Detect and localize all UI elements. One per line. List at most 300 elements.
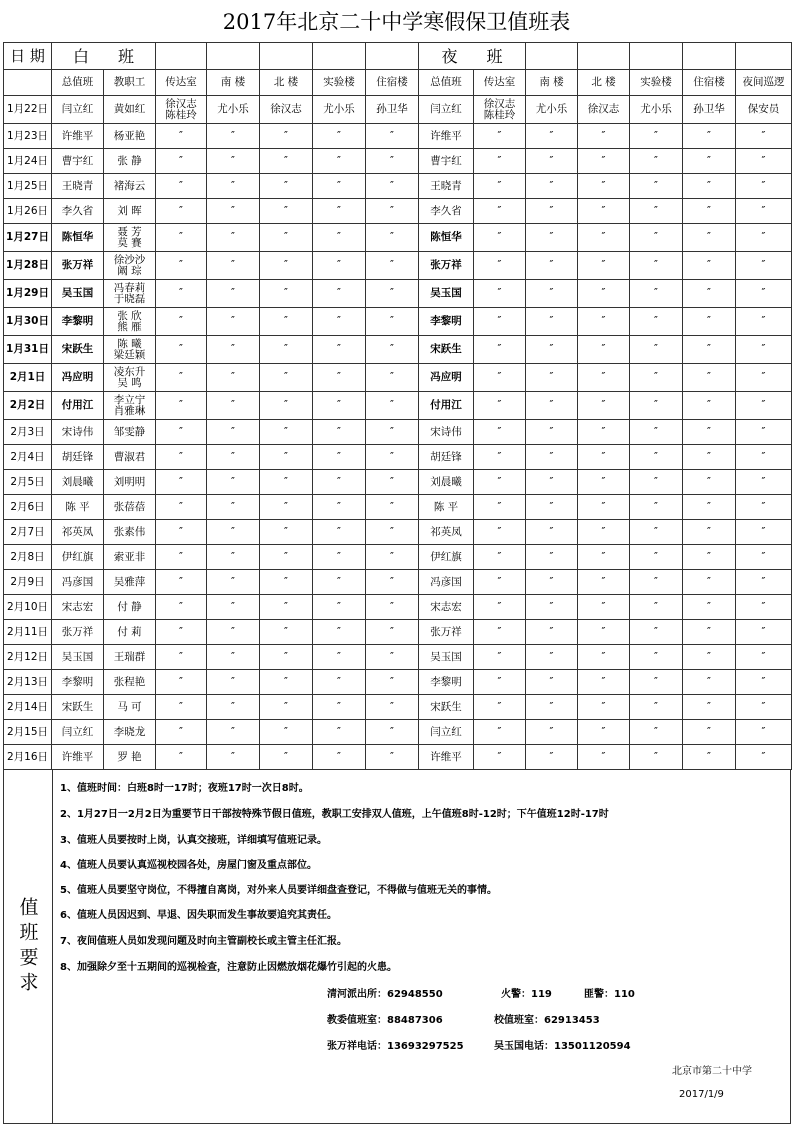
column-header: 南 楼 xyxy=(207,70,260,96)
table-row xyxy=(4,392,792,420)
table-row xyxy=(4,252,792,280)
staff-cell xyxy=(104,445,156,470)
north-cell: ″ xyxy=(578,252,630,280)
south-cell: ″ xyxy=(526,695,578,720)
night-chief-cell: 祁英凤 xyxy=(419,520,474,545)
lab-cell: ″ xyxy=(630,595,683,620)
south-cell: ″ xyxy=(526,670,578,695)
north-cell: ″ xyxy=(578,645,630,670)
gate-cell: ″ xyxy=(474,392,526,420)
column-header: 南 楼 xyxy=(526,70,578,96)
south-cell: 尤小乐 xyxy=(207,96,260,124)
rule-item: 2、1月27日一2月2日为重要节日干部按特殊节假日值班，教职工安排双人值班，上午值班8时-12时；下午值班12时-17时 xyxy=(60,809,609,820)
table-row xyxy=(4,124,792,149)
column-header: 北 楼 xyxy=(260,70,313,96)
lab-cell: ″ xyxy=(313,392,366,420)
gate-cell: ″ xyxy=(474,445,526,470)
staff-cell xyxy=(104,570,156,595)
gate-cell: ″ xyxy=(156,695,207,720)
rule-item: 4、值班人员要认真巡视校园各处，房屋门窗及重点部位。 xyxy=(60,860,317,871)
lab-cell: ″ xyxy=(630,124,683,149)
south-cell: ″ xyxy=(207,224,260,252)
fire-alarm-phone: 火警：119 xyxy=(501,989,552,1000)
staff-cell xyxy=(104,495,156,520)
north-cell: ″ xyxy=(578,570,630,595)
lab-cell: ″ xyxy=(630,224,683,252)
dorm-cell: ″ xyxy=(366,695,419,720)
dorm-cell: ″ xyxy=(683,745,736,770)
blank-header-cell xyxy=(4,70,52,96)
contact-phone: 张万祥电话：13693297525 xyxy=(327,1041,464,1052)
gate-cell: ″ xyxy=(474,670,526,695)
table-row xyxy=(4,336,792,364)
lab-cell: ″ xyxy=(313,252,366,280)
dorm-cell: ″ xyxy=(683,520,736,545)
staff-cell xyxy=(104,670,156,695)
south-cell: ″ xyxy=(526,224,578,252)
gate-cell: ″ xyxy=(474,420,526,445)
dorm-cell: ″ xyxy=(683,199,736,224)
north-cell: ″ xyxy=(260,520,313,545)
dorm-cell: ″ xyxy=(683,495,736,520)
south-cell: ″ xyxy=(207,495,260,520)
staff-name: 吴雅萍 xyxy=(113,575,146,588)
north-cell: ″ xyxy=(578,595,630,620)
staff-name: 张 静 xyxy=(117,154,142,167)
day-chief-cell: 吴玉国 xyxy=(52,645,104,670)
staff-cell xyxy=(104,645,156,670)
requirements-label-cell xyxy=(4,770,53,1123)
north-cell: 徐汉志 xyxy=(578,96,630,124)
north-cell: ″ xyxy=(578,420,630,445)
lab-cell: ″ xyxy=(313,570,366,595)
table-row xyxy=(4,545,792,570)
column-header: 总值班 xyxy=(419,70,474,96)
lab-cell: ″ xyxy=(630,670,683,695)
police-alarm-phone: 匪警：110 xyxy=(584,989,635,1000)
staff-name: 曹淑君 xyxy=(113,450,146,463)
day-chief-cell: 闫立红 xyxy=(52,96,104,124)
south-cell: ″ xyxy=(207,124,260,149)
night-chief-cell: 张万祥 xyxy=(419,620,474,645)
staff-name: 陈 曦 xyxy=(117,337,142,350)
patrol-cell: ″ xyxy=(736,495,792,520)
north-cell: ″ xyxy=(578,695,630,720)
day-chief-cell: 胡廷锋 xyxy=(52,445,104,470)
lab-cell: ″ xyxy=(630,695,683,720)
gate-cell: ″ xyxy=(156,670,207,695)
gate-cell: ″ xyxy=(156,124,207,149)
north-cell: ″ xyxy=(578,545,630,570)
school-duty-phone: 校值班室：62913453 xyxy=(494,1015,600,1026)
staff-cell xyxy=(104,149,156,174)
patrol-cell: ″ xyxy=(736,392,792,420)
patrol-cell: ″ xyxy=(736,620,792,645)
dorm-cell: ″ xyxy=(366,420,419,445)
south-cell: ″ xyxy=(207,252,260,280)
gate-cell: ″ xyxy=(156,199,207,224)
dorm-cell: ″ xyxy=(366,720,419,745)
north-cell: ″ xyxy=(260,336,313,364)
schedule-body xyxy=(4,43,792,770)
day-chief-cell: 张万祥 xyxy=(52,252,104,280)
dorm-cell: ″ xyxy=(366,336,419,364)
staff-cell xyxy=(104,745,156,770)
north-cell: 徐汉志 xyxy=(260,96,313,124)
staff-cell xyxy=(104,174,156,199)
north-cell: ″ xyxy=(578,336,630,364)
day-chief-cell: 张万祥 xyxy=(52,620,104,645)
rule-item: 3、值班人员要按时上岗，认真交接班，详细填写值班记录。 xyxy=(60,835,327,846)
column-header: 夜间巡逻 xyxy=(736,70,792,96)
north-cell: ″ xyxy=(578,364,630,392)
lab-cell: ″ xyxy=(313,445,366,470)
table-row xyxy=(4,174,792,199)
staff-cell xyxy=(104,545,156,570)
date-cell: 2月9日 xyxy=(4,570,52,595)
north-cell: ″ xyxy=(260,570,313,595)
date-cell: 2月15日 xyxy=(4,720,52,745)
day-chief-cell: 宋跃生 xyxy=(52,695,104,720)
page-title: 2017年北京二十中学寒假保卫值班表 xyxy=(222,10,571,34)
date-cell: 2月8日 xyxy=(4,545,52,570)
table-row xyxy=(4,745,792,770)
patrol-cell: ″ xyxy=(736,280,792,308)
north-cell: ″ xyxy=(260,670,313,695)
south-cell: ″ xyxy=(207,545,260,570)
staff-name: 凌东升 xyxy=(113,365,146,378)
gate-cell: ″ xyxy=(474,252,526,280)
lab-cell: ″ xyxy=(313,645,366,670)
gate-cell: ″ xyxy=(156,520,207,545)
dorm-cell: ″ xyxy=(366,620,419,645)
patrol-cell: 保安员 xyxy=(736,96,792,124)
north-cell: ″ xyxy=(578,199,630,224)
column-header: 住宿楼 xyxy=(683,70,736,96)
lab-cell: ″ xyxy=(630,620,683,645)
staff-cell xyxy=(104,520,156,545)
north-cell: ″ xyxy=(260,595,313,620)
gate-cell: ″ xyxy=(474,224,526,252)
night-chief-cell: 宋跃生 xyxy=(419,336,474,364)
lab-cell: 尤小乐 xyxy=(630,96,683,124)
date-cell: 2月3日 xyxy=(4,420,52,445)
column-header: 北 楼 xyxy=(578,70,630,96)
south-cell: ″ xyxy=(207,199,260,224)
dorm-cell: ″ xyxy=(366,745,419,770)
table-row xyxy=(4,570,792,595)
north-cell: ″ xyxy=(578,445,630,470)
date-cell: 2月13日 xyxy=(4,670,52,695)
date-cell: 1月26日 xyxy=(4,199,52,224)
day-chief-cell: 闫立红 xyxy=(52,720,104,745)
lab-cell: 尤小乐 xyxy=(313,96,366,124)
gate-cell: ″ xyxy=(156,620,207,645)
table-row xyxy=(4,199,792,224)
date-cell: 2月2日 xyxy=(4,392,52,420)
rule-item: 5、值班人员要坚守岗位，不得擅自离岗，对外来人员要详细盘查登记，不得做与值班无关的事情。 xyxy=(60,885,497,896)
lab-cell: ″ xyxy=(630,720,683,745)
date-cell: 2月10日 xyxy=(4,595,52,620)
dorm-cell: ″ xyxy=(683,280,736,308)
dorm-cell: ″ xyxy=(366,224,419,252)
staff-cell xyxy=(104,224,156,252)
lab-cell: ″ xyxy=(313,470,366,495)
patrol-cell: ″ xyxy=(736,520,792,545)
staff-name: 付 莉 xyxy=(117,625,142,638)
lab-cell: ″ xyxy=(313,695,366,720)
lab-cell: ″ xyxy=(630,745,683,770)
staff-name: 张程艳 xyxy=(113,675,146,688)
table-row xyxy=(4,96,792,124)
south-cell: ″ xyxy=(207,520,260,545)
north-cell: ″ xyxy=(260,364,313,392)
south-cell: ″ xyxy=(207,595,260,620)
dorm-cell: ″ xyxy=(683,149,736,174)
column-header-row xyxy=(4,70,792,96)
gate-cell: ″ xyxy=(156,174,207,199)
duty-schedule-table xyxy=(3,42,792,770)
south-cell: ″ xyxy=(526,199,578,224)
lab-cell: ″ xyxy=(313,720,366,745)
day-chief-cell: 许维平 xyxy=(52,124,104,149)
staff-name: 邹雯静 xyxy=(113,425,146,438)
gate-name: 陈桂玲 xyxy=(165,108,197,121)
lab-cell: ″ xyxy=(630,364,683,392)
night-chief-cell: 付用江 xyxy=(419,392,474,420)
dorm-cell: ″ xyxy=(683,124,736,149)
dorm-cell: ″ xyxy=(366,199,419,224)
patrol-cell: ″ xyxy=(736,199,792,224)
north-cell: ″ xyxy=(578,124,630,149)
table-row xyxy=(4,445,792,470)
gate-cell: ″ xyxy=(474,745,526,770)
gate-cell: ″ xyxy=(156,364,207,392)
lab-cell: ″ xyxy=(313,174,366,199)
date-header: 日 期 xyxy=(4,43,52,70)
north-cell: ″ xyxy=(578,224,630,252)
south-cell: ″ xyxy=(207,695,260,720)
lab-cell: ″ xyxy=(630,308,683,336)
dorm-cell: ″ xyxy=(366,280,419,308)
lab-cell: ″ xyxy=(630,520,683,545)
table-row xyxy=(4,645,792,670)
staff-name: 冯春莉 xyxy=(113,281,146,294)
south-cell: ″ xyxy=(207,392,260,420)
dorm-cell: ″ xyxy=(366,595,419,620)
dorm-cell: ″ xyxy=(366,545,419,570)
south-cell: ″ xyxy=(207,308,260,336)
night-chief-cell: 陈恒华 xyxy=(419,224,474,252)
day-chief-cell: 陈 平 xyxy=(52,495,104,520)
south-cell: ″ xyxy=(526,595,578,620)
gate-cell: ″ xyxy=(156,495,207,520)
date-cell: 1月23日 xyxy=(4,124,52,149)
table-row xyxy=(4,420,792,445)
north-cell: ″ xyxy=(260,720,313,745)
staff-name: 莫 賽 xyxy=(117,236,142,249)
table-row xyxy=(4,149,792,174)
north-cell: ″ xyxy=(578,308,630,336)
table-row xyxy=(4,224,792,252)
column-header: 实验楼 xyxy=(630,70,683,96)
dorm-cell: ″ xyxy=(683,224,736,252)
patrol-cell: ″ xyxy=(736,695,792,720)
south-cell: ″ xyxy=(207,620,260,645)
staff-name: 李立宁 xyxy=(113,393,146,406)
gate-cell: ″ xyxy=(156,420,207,445)
lab-cell: ″ xyxy=(313,495,366,520)
south-cell: ″ xyxy=(526,174,578,199)
patrol-cell: ″ xyxy=(736,720,792,745)
lab-cell: ″ xyxy=(630,199,683,224)
column-header: 教职工 xyxy=(104,70,156,96)
dorm-cell: 孙卫华 xyxy=(683,96,736,124)
night-chief-cell: 闫立红 xyxy=(419,96,474,124)
north-cell: ″ xyxy=(260,470,313,495)
gate-cell: ″ xyxy=(474,174,526,199)
gate-cell: ″ xyxy=(474,645,526,670)
blank-header-cell xyxy=(260,43,313,70)
north-cell: ″ xyxy=(578,670,630,695)
north-cell: ″ xyxy=(578,720,630,745)
gate-cell: ″ xyxy=(474,280,526,308)
lab-cell: ″ xyxy=(313,620,366,645)
north-cell: ″ xyxy=(260,308,313,336)
staff-cell xyxy=(104,199,156,224)
south-cell: ″ xyxy=(207,364,260,392)
rule-item: 7、夜间值班人员如发现问题及时向主管副校长或主管主任汇报。 xyxy=(60,936,347,947)
blank-header-cell xyxy=(526,43,578,70)
gate-name: 徐汉志 xyxy=(483,97,516,110)
staff-cell xyxy=(104,620,156,645)
dorm-cell: ″ xyxy=(366,308,419,336)
dorm-cell: ″ xyxy=(683,695,736,720)
south-cell: ″ xyxy=(207,445,260,470)
school-name: 北京市第二十中学 xyxy=(672,1066,752,1077)
north-cell: ″ xyxy=(260,224,313,252)
north-cell: ″ xyxy=(578,520,630,545)
dorm-cell: ″ xyxy=(366,495,419,520)
patrol-cell: ″ xyxy=(736,224,792,252)
staff-name: 聂 芳 xyxy=(117,225,142,238)
staff-name: 王瑞群 xyxy=(113,650,146,663)
staff-cell xyxy=(104,308,156,336)
dorm-cell: ″ xyxy=(683,364,736,392)
south-cell: ″ xyxy=(207,570,260,595)
north-cell: ″ xyxy=(260,645,313,670)
south-cell: ″ xyxy=(526,308,578,336)
rule-item: 6、值班人员因迟到、早退、因失职而发生事故要追究其责任。 xyxy=(60,910,337,921)
south-cell: ″ xyxy=(207,745,260,770)
lab-cell: ″ xyxy=(313,364,366,392)
day-chief-cell: 付用江 xyxy=(52,392,104,420)
table-row xyxy=(4,695,792,720)
date-cell: 1月29日 xyxy=(4,280,52,308)
table-row xyxy=(4,495,792,520)
gate-cell: ″ xyxy=(474,470,526,495)
dorm-cell: ″ xyxy=(683,252,736,280)
date-cell: 2月11日 xyxy=(4,620,52,645)
north-cell: ″ xyxy=(260,252,313,280)
gate-cell: ″ xyxy=(156,149,207,174)
staff-cell xyxy=(104,420,156,445)
duty-requirements xyxy=(3,769,791,1124)
south-cell: ″ xyxy=(526,420,578,445)
south-cell: ″ xyxy=(526,252,578,280)
north-cell: ″ xyxy=(260,545,313,570)
gate-cell: ″ xyxy=(156,645,207,670)
column-header: 传达室 xyxy=(474,70,526,96)
day-chief-cell: 刘晨曦 xyxy=(52,470,104,495)
gate-cell: ″ xyxy=(474,308,526,336)
gate-name: 徐汉志 xyxy=(165,97,197,110)
patrol-cell: ″ xyxy=(736,420,792,445)
requirements-label: 值班要求 xyxy=(16,896,39,997)
north-cell: ″ xyxy=(260,199,313,224)
patrol-cell: ″ xyxy=(736,595,792,620)
staff-name: 李晓龙 xyxy=(113,725,146,738)
table-row xyxy=(4,308,792,336)
dorm-cell: ″ xyxy=(683,470,736,495)
dorm-cell: ″ xyxy=(683,420,736,445)
police-station-phone: 清河派出所：62948550 xyxy=(327,989,443,1000)
contact-phone: 吴玉国电话：13501120594 xyxy=(494,1041,631,1052)
staff-name: 索亚非 xyxy=(113,550,146,563)
date-cell: 2月14日 xyxy=(4,695,52,720)
south-cell: ″ xyxy=(526,570,578,595)
blank-header-cell xyxy=(578,43,630,70)
north-cell: ″ xyxy=(260,174,313,199)
lab-cell: ″ xyxy=(313,670,366,695)
dorm-cell: ″ xyxy=(683,392,736,420)
staff-name: 张蓓蓓 xyxy=(113,500,146,513)
south-cell: ″ xyxy=(526,280,578,308)
north-cell: ″ xyxy=(260,149,313,174)
north-cell: ″ xyxy=(260,620,313,645)
header-row xyxy=(4,43,792,70)
south-cell: ″ xyxy=(207,420,260,445)
night-chief-cell: 李黎明 xyxy=(419,670,474,695)
night-chief-cell: 曹宇红 xyxy=(419,149,474,174)
day-chief-cell: 宋志宏 xyxy=(52,595,104,620)
south-cell: ″ xyxy=(526,364,578,392)
gate-name: 陈桂玲 xyxy=(483,108,516,121)
gate-cell: ″ xyxy=(156,595,207,620)
gate-cell: ″ xyxy=(474,336,526,364)
patrol-cell: ″ xyxy=(736,124,792,149)
staff-cell xyxy=(104,595,156,620)
patrol-cell: ″ xyxy=(736,174,792,199)
day-chief-cell: 曹宇红 xyxy=(52,149,104,174)
north-cell: ″ xyxy=(578,745,630,770)
blank-header-cell xyxy=(736,43,792,70)
staff-name: 张 欣 xyxy=(117,309,142,322)
south-cell: ″ xyxy=(526,545,578,570)
lab-cell: ″ xyxy=(630,645,683,670)
lab-cell: ″ xyxy=(313,595,366,620)
south-cell: ″ xyxy=(526,392,578,420)
lab-cell: ″ xyxy=(313,308,366,336)
gate-cell: ″ xyxy=(156,745,207,770)
south-cell: ″ xyxy=(207,336,260,364)
gate-cell: ″ xyxy=(156,445,207,470)
night-chief-cell: 陈 平 xyxy=(419,495,474,520)
night-chief-cell: 冯应明 xyxy=(419,364,474,392)
south-cell: ″ xyxy=(526,149,578,174)
north-cell: ″ xyxy=(260,124,313,149)
patrol-cell: ″ xyxy=(736,445,792,470)
